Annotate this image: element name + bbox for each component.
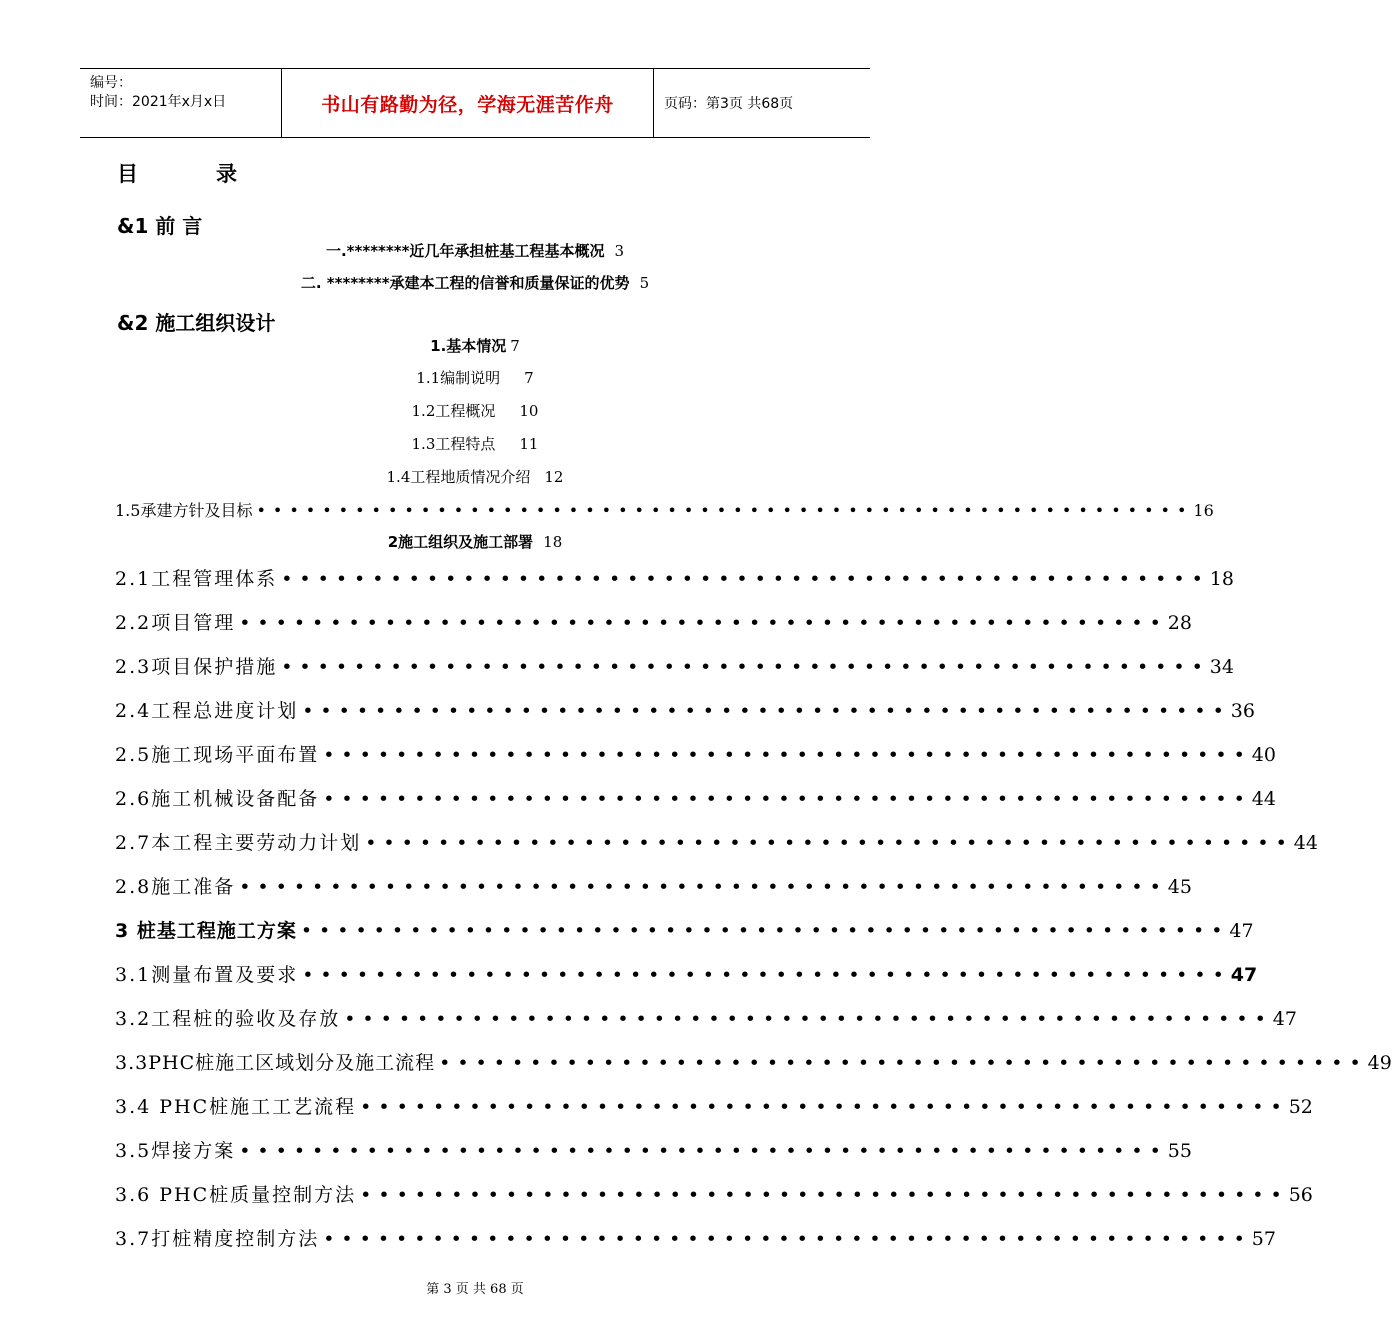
toc-entry[interactable] <box>115 1136 1192 1163</box>
toc-entry-page: 44 <box>1251 788 1276 810</box>
toc-entry[interactable] <box>0 240 950 261</box>
toc-entry[interactable] <box>115 916 1254 943</box>
section-1-heading: &1 前 言 <box>117 214 203 238</box>
toc-entry[interactable] <box>115 498 1214 521</box>
toc-entry-page: 5 <box>639 274 650 292</box>
toc-entry-page: 28 <box>1167 612 1192 634</box>
toc-leader: ••••••••••••••••••••••••••••••••••••••••••••••••••••••••• <box>256 501 1194 520</box>
toc-entry-page: 12 <box>544 468 564 486</box>
toc-entry[interactable] <box>0 367 950 388</box>
toc-leader: ••••••••••••••••••••••••••••••••••••••••••••••••••• <box>300 920 1230 942</box>
toc-entry[interactable] <box>115 652 1234 679</box>
header-meta <box>80 69 282 137</box>
toc-leader: ••••••••••••••••••••••••••••••••••••••••••••••••••• <box>365 832 1294 854</box>
toc-entry[interactable] <box>0 466 950 487</box>
toc-entry-page: 18 <box>543 533 563 551</box>
toc-entry[interactable] <box>115 872 1192 899</box>
toc-leader: ••••••••••••••••••••••••••••••••••••••••••••••••••• <box>239 876 1168 898</box>
toc-entry-page: 57 <box>1251 1228 1276 1250</box>
toc-entry-page: 11 <box>519 435 539 453</box>
toc-entry[interactable] <box>0 335 950 356</box>
toc-entry[interactable] <box>115 1224 1276 1251</box>
toc-entry[interactable] <box>115 1004 1297 1031</box>
toc-entry-label: 3.1测量布置及要求 <box>115 964 299 986</box>
toc-entry-page: 16 <box>1193 501 1214 520</box>
toc-entry-label: 3.5焊接方案 <box>115 1140 236 1162</box>
toc-entry-label: 1.基本情况 <box>430 337 507 355</box>
toc-entry[interactable] <box>115 696 1255 723</box>
toc-entry-page: 10 <box>519 402 539 420</box>
toc-entry-label: 2.3项目保护措施 <box>115 656 278 678</box>
toc-entry-page: 3 <box>614 242 624 260</box>
toc-leader: ••••••••••••••••••••••••••••••••••••••••••••••••••• <box>323 1228 1252 1250</box>
toc-entry[interactable] <box>115 784 1276 811</box>
toc-title-left: 目 <box>117 162 138 186</box>
toc-entry-label: 3.2工程桩的验收及存放 <box>115 1008 341 1030</box>
toc-entry-label: 2.7本工程主要劳动力计划 <box>115 832 362 854</box>
toc-leader: ••••••••••••••••••••••••••••••••••••••••••••••••••• <box>360 1184 1289 1206</box>
toc-leader: ••••••••••••••••••••••••••••••••••••••••••••••••••• <box>281 656 1210 678</box>
toc-entry-page: 49 <box>1367 1052 1392 1074</box>
toc-leader: ••••••••••••••••••••••••••••••••••••••••••••••••••• <box>239 1140 1168 1162</box>
toc-entry-label: 2施工组织及施工部署 <box>387 533 534 551</box>
toc-leader: ••••••••••••••••••••••••••••••••••••••••••••••••••• <box>323 744 1252 766</box>
toc-leader: ••••••••••••••••••••••••••••••••••••••••••••••••••• <box>302 700 1231 722</box>
toc-entry-label: 3.7打桩精度控制方法 <box>115 1228 320 1250</box>
page-header <box>80 68 870 138</box>
toc-leader: ••••••••••••••••••••••••••••••••••••••••••••••••••• <box>439 1052 1368 1074</box>
section-2-heading: &2 施工组织设计 <box>117 311 276 335</box>
toc-entry[interactable] <box>115 960 1258 987</box>
page-info: 页码：第3页 共68页 <box>664 96 794 112</box>
header-motto-cell <box>282 69 654 137</box>
code-label: 编号： <box>90 75 132 91</box>
toc-entry-page: 47 <box>1272 1008 1297 1030</box>
toc-leader: ••••••••••••••••••••••••••••••••••••••••••••••••••• <box>323 788 1252 810</box>
toc-entry-page: 34 <box>1209 656 1234 678</box>
time-label: 时间：2021年x月x日 <box>90 94 227 110</box>
toc-entry[interactable] <box>115 564 1234 591</box>
toc-entry-page: 7 <box>524 369 534 387</box>
toc-entry-label: 3.4 PHC桩施工工艺流程 <box>115 1096 357 1118</box>
toc-entry[interactable] <box>115 1092 1313 1119</box>
toc-entry-page: 40 <box>1251 744 1276 766</box>
toc-entry[interactable] <box>115 608 1192 635</box>
toc-entry-page: 56 <box>1288 1184 1313 1206</box>
toc-entry[interactable] <box>0 433 950 454</box>
toc-entry[interactable] <box>0 400 950 421</box>
motto: 书山有路勤为径，学海无涯苦作舟 <box>321 93 614 116</box>
toc-entry[interactable] <box>115 1048 1392 1075</box>
toc-entry-label: 一.********近几年承担桩基工程基本概况 <box>325 242 605 260</box>
toc-leader: ••••••••••••••••••••••••••••••••••••••••••••••••••• <box>239 612 1168 634</box>
toc-entry-label: 2.8施工准备 <box>115 876 236 898</box>
toc-entry-label: 1.2工程概况 <box>411 402 496 420</box>
toc-entry-label: 1.3工程特点 <box>411 435 496 453</box>
toc-entry-page: 44 <box>1293 832 1318 854</box>
toc-leader: ••••••••••••••••••••••••••••••••••••••••••••••••••• <box>344 1008 1273 1030</box>
toc-title <box>117 158 237 188</box>
toc-leader: ••••••••••••••••••••••••••••••••••••••••••••••••••• <box>281 568 1210 590</box>
toc-entry-label: 3.6 PHC桩质量控制方法 <box>115 1184 357 1206</box>
toc-entry-label: 二. ********承建本工程的信誉和质量保证的优势 <box>300 274 630 292</box>
toc-leader: ••••••••••••••••••••••••••••••••••••••••••••••••••• <box>360 1096 1289 1118</box>
toc-entry-label: 2.5施工现场平面布置 <box>115 744 320 766</box>
toc-entry[interactable] <box>0 531 950 552</box>
toc-entry-page: 18 <box>1209 568 1234 590</box>
toc-leader: ••••••••••••••••••••••••••••••••••••••••••••••••••• <box>302 964 1231 986</box>
toc-entry[interactable] <box>115 1180 1313 1207</box>
toc-entry-page: 7 <box>510 337 520 355</box>
toc-entry[interactable] <box>0 272 950 293</box>
toc-entry[interactable] <box>115 828 1318 855</box>
toc-entry-label: 2.2项目管理 <box>115 612 236 634</box>
toc-entry-page: 36 <box>1230 700 1255 722</box>
toc-title-right: 录 <box>216 162 237 186</box>
toc-entry[interactable] <box>115 740 1276 767</box>
toc-entry-page: 45 <box>1167 876 1192 898</box>
toc-entry-page: 55 <box>1167 1140 1192 1162</box>
toc-entry-label: 1.5承建方针及目标 <box>115 501 253 520</box>
toc-entry-label: 2.4工程总进度计划 <box>115 700 299 722</box>
toc-entry-label: 3.3PHC桩施工区域划分及施工流程 <box>115 1052 436 1074</box>
toc-entry-label: 1.1编制说明 <box>416 369 501 387</box>
toc-entry-label: 2.1工程管理体系 <box>115 568 278 590</box>
page-footer: 第 3 页 共 68 页 <box>426 1282 524 1297</box>
toc-entry-label: 3 桩基工程施工方案 <box>115 920 297 942</box>
toc-entry-page: 47 <box>1229 920 1254 942</box>
toc-entry-label: 2.6施工机械设备配备 <box>115 788 320 810</box>
toc-entry-page: 52 <box>1288 1096 1313 1118</box>
toc-entry-label: 1.4工程地质情况介绍 <box>386 468 531 486</box>
toc-entry-page: 47 <box>1230 964 1258 986</box>
